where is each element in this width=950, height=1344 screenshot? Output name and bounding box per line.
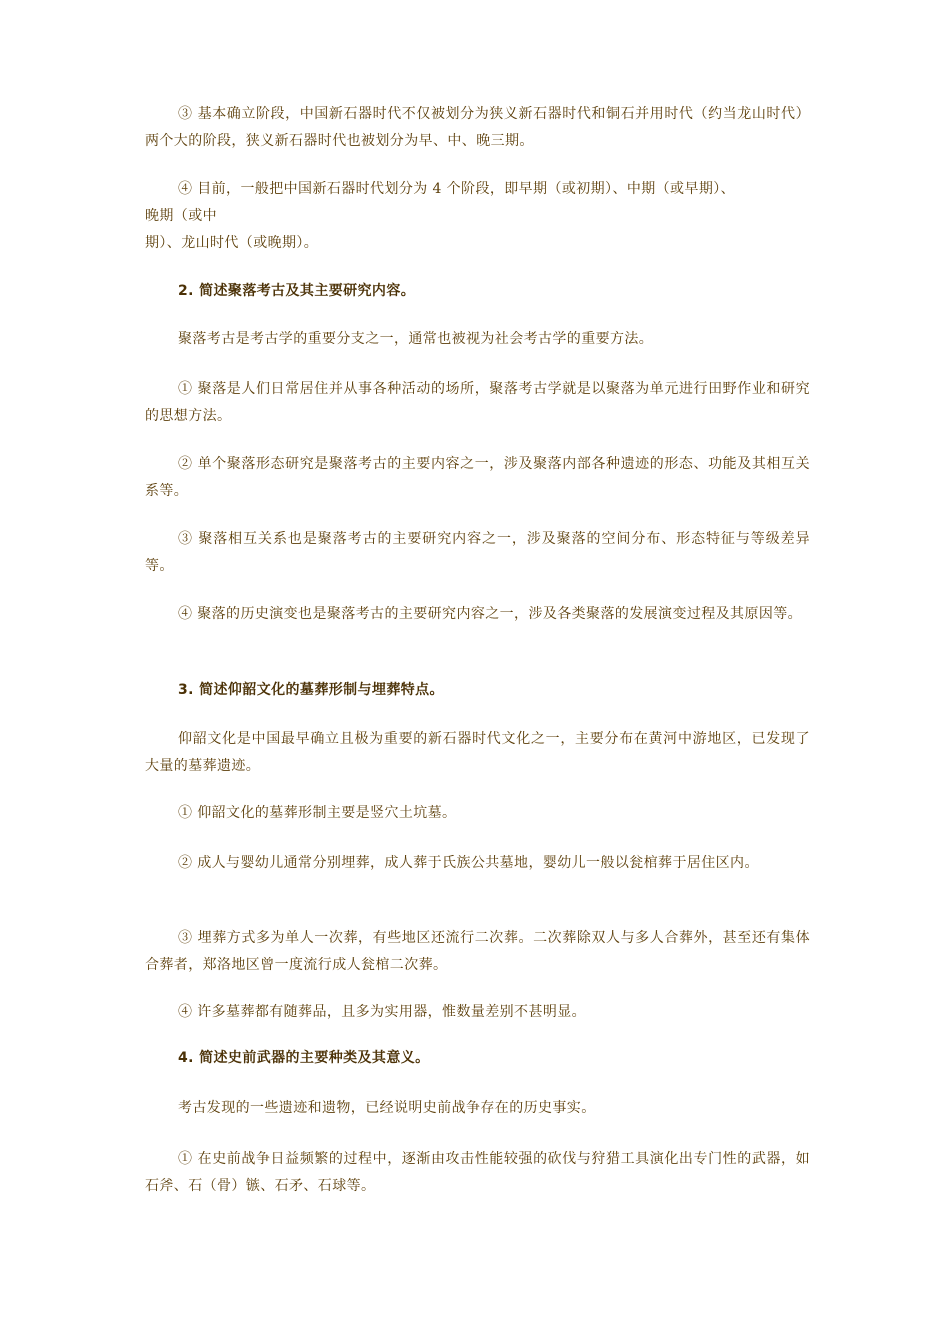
paragraph-settlement-2: ② 单个聚落形态研究是聚落考古的主要内容之一，涉及聚落内部各种遗迹的形态、功能及其相互关系等。 bbox=[145, 456, 810, 499]
paragraph-settlement-4: ④ 聚落的历史演变也是聚落考古的主要研究内容之一，涉及各类聚落的发展演变过程及其原因等。 bbox=[178, 606, 803, 622]
paragraph-settlement-3: ③ 聚落相互关系也是聚落考古的主要研究内容之一，涉及聚落的空间分布、形态特征与等级差异等。 bbox=[145, 531, 810, 574]
question-heading-4: 4. 简述史前武器的主要种类及其意义。 bbox=[178, 1050, 430, 1066]
paragraph-weapons-1: ① 在史前战争日益频繁的过程中，逐渐由攻击性能较强的砍伐与狩猎工具演化出专门性的武器，如石斧、石（骨）镞、石矛、石球等。 bbox=[145, 1151, 810, 1194]
paragraph-weapons-intro: 考古发现的一些遗迹和遗物，已经说明史前战争存在的历史事实。 bbox=[178, 1100, 596, 1116]
paragraph-stage-3: ③ 基本确立阶段，中国新石器时代不仅被划分为狭义新石器时代和铜石并用时代（约当龙山时代）两个大的阶段，狭义新石器时代也被划分为早、中、晚三期。 bbox=[145, 106, 810, 149]
paragraph-yangshao-intro: 仰韶文化是中国最早确立且极为重要的新石器时代文化之一，主要分布在黄河中游地区，已发现了大量的墓葬遗迹。 bbox=[145, 731, 810, 774]
paragraph-yangshao-2: ② 成人与婴幼儿通常分别埋葬，成人葬于氏族公共墓地，婴幼儿一般以瓮棺葬于居住区内。 bbox=[178, 855, 759, 871]
paragraph-yangshao-3: ③ 埋葬方式多为单人一次葬，有些地区还流行二次葬。二次葬除双人与多人合葬外，甚至还有集体合葬者，郑洛地区曾一度流行成人瓮棺二次葬。 bbox=[145, 930, 810, 973]
paragraph-yangshao-4: ④ 许多墓葬都有随葬品，且多为实用器，惟数量差别不甚明显。 bbox=[178, 1004, 587, 1020]
paragraph-settlement-1: ① 聚落是人们日常居住并从事各种活动的场所，聚落考古学就是以聚落为单元进行田野作业和研究的思想方法。 bbox=[145, 381, 810, 424]
paragraph-yangshao-1: ① 仰韶文化的墓葬形制主要是竖穴土坑墓。 bbox=[178, 805, 457, 821]
question-heading-2: 2. 简述聚落考古及其主要研究内容。 bbox=[178, 283, 416, 299]
paragraph-settlement-intro: 聚落考古是考古学的重要分支之一，通常也被视为社会考古学的重要方法。 bbox=[178, 331, 654, 347]
question-heading-3: 3. 简述仰韶文化的墓葬形制与埋葬特点。 bbox=[178, 682, 444, 698]
paragraph-stage-4: ④ 目前，一般把中国新石器时代划分为 4 个阶段，即早期（或初期）、中期（或早期）、 晚期（或中 期）、龙山时代（或晚期）。 bbox=[145, 181, 736, 251]
